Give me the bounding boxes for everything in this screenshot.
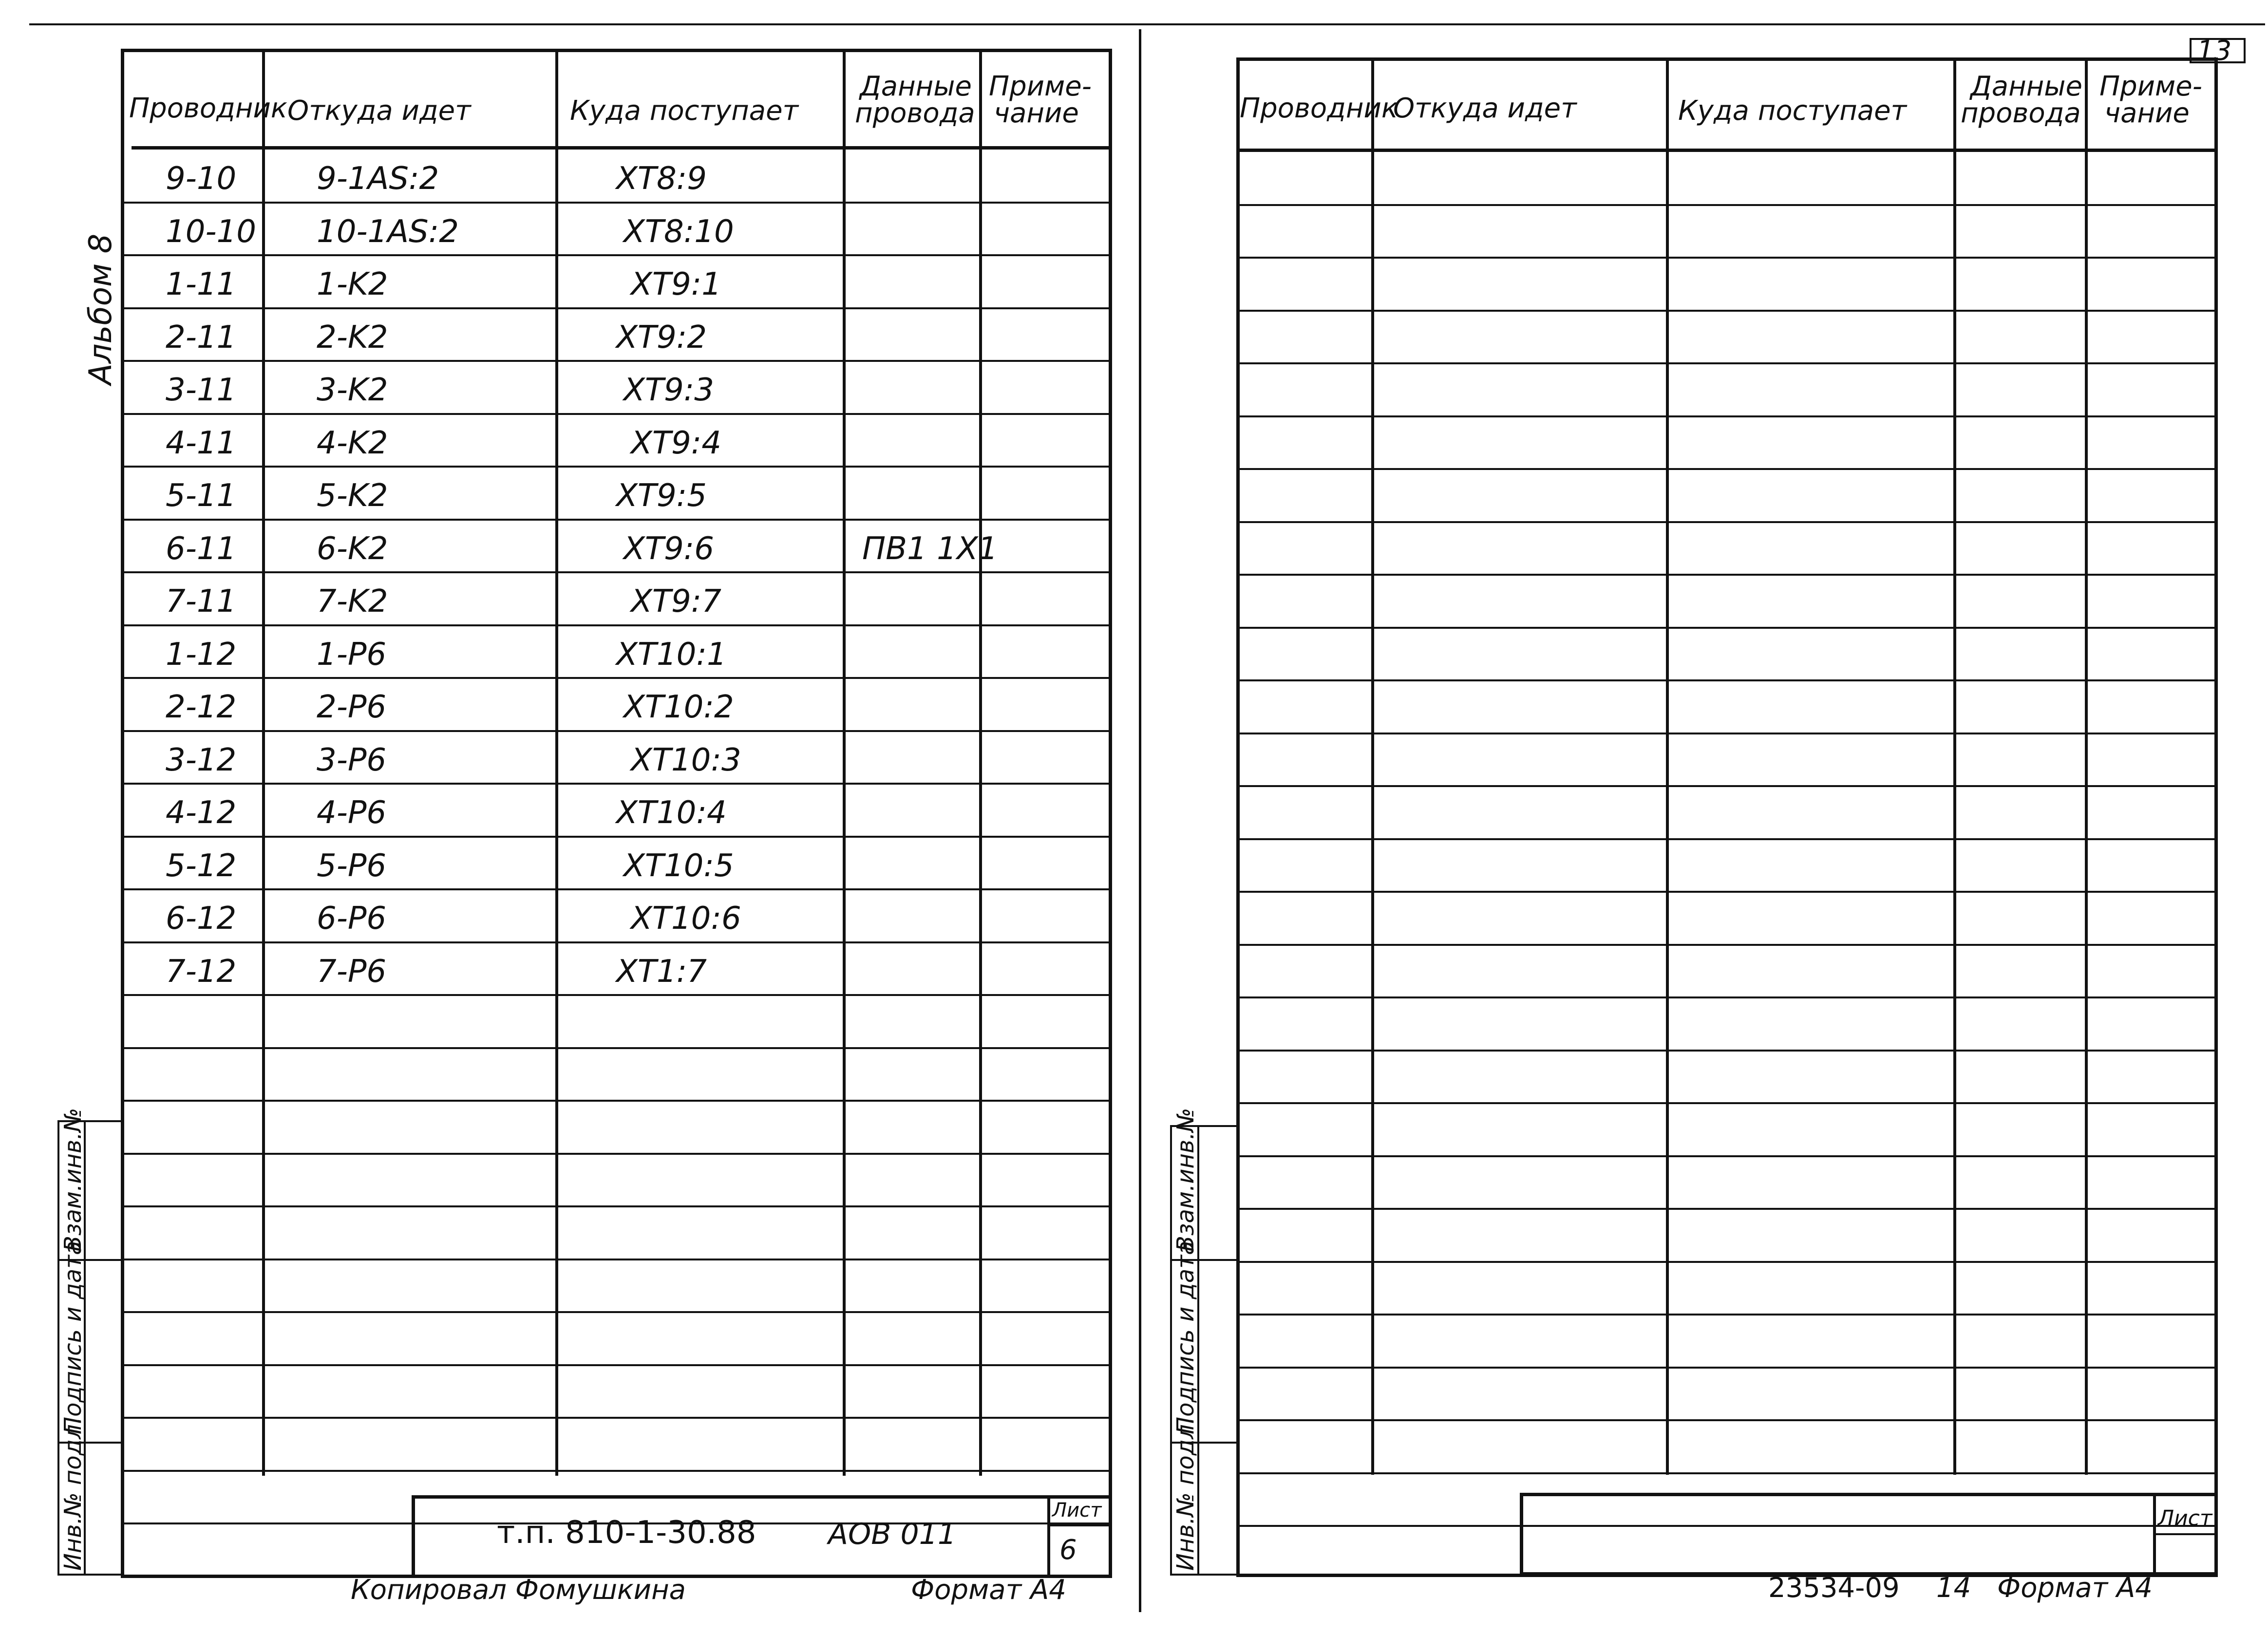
left-row-line (124, 1153, 1111, 1155)
left-cell-conductor: 1-11 (166, 266, 237, 302)
left-cell-conductor: 7-11 (166, 583, 237, 620)
right-row-line (1240, 1472, 2216, 1474)
left-cell-to: XT9:2 (616, 319, 707, 356)
left-row-line (124, 254, 1111, 256)
right-sheet-label: Лист (2158, 1506, 2212, 1531)
left-cell-from: 7-P6 (317, 954, 387, 990)
left-row-line (124, 1047, 1111, 1049)
left-stamp-signature: Подпись и дата (59, 1240, 87, 1434)
left-hdr-note-2: чание (994, 97, 1079, 129)
right-row-line (1240, 1050, 2216, 1052)
right-row-line (1240, 1208, 2216, 1210)
left-cell-conductor: 1-12 (166, 637, 237, 673)
right-title-block (1520, 1493, 2218, 1576)
right-row-line (1240, 944, 2216, 946)
left-cell-to: XT10:4 (616, 795, 727, 831)
left-row-line (124, 677, 1111, 679)
left-cell-conductor: 10-10 (166, 214, 256, 250)
left-cell-from: 10-1AS:2 (317, 214, 459, 250)
left-cell-conductor: 5-12 (166, 848, 237, 884)
right-footer-page: 14 (1936, 1572, 1971, 1604)
left-hdr-conductor: Проводник (129, 93, 287, 124)
right-row-line (1240, 1102, 2216, 1104)
left-cell-from: 2-K2 (317, 319, 388, 356)
left-cell-conductor: 3-11 (166, 372, 237, 408)
right-row-line (1240, 785, 2216, 787)
right-stamp-signature: Подпись и дата (1172, 1240, 1199, 1434)
left-cell-to: XT8:10 (624, 214, 734, 250)
left-cell-to: XT10:3 (631, 742, 741, 778)
left-code: АОВ 011 (828, 1517, 957, 1551)
top-rule (29, 23, 2265, 25)
left-row-line (124, 730, 1111, 732)
sheet-divider (1139, 29, 1141, 1612)
left-cell-conductor: 9-10 (166, 161, 237, 197)
left-row-line (124, 360, 1111, 362)
right-row-line (1240, 1419, 2216, 1421)
left-cell-to: XT9:7 (631, 583, 721, 620)
left-cell-from: 3-P6 (317, 742, 387, 778)
right-row-line (1240, 574, 2216, 576)
right-row-line (1240, 627, 2216, 629)
left-hdr-to: Куда поступает (570, 95, 799, 127)
left-stamp-inventory: Инв.№ подл. (59, 1417, 87, 1571)
left-stamp-replace: Взам.инв.№ (59, 1108, 87, 1252)
right-row-line (1240, 362, 2216, 364)
left-cell-from: 5-K2 (317, 478, 388, 514)
left-cell-to: XT1:7 (616, 954, 707, 990)
left-cell-from: 6-P6 (317, 901, 387, 937)
left-cell-to: XT10:1 (616, 637, 727, 673)
right-row-line (1240, 1155, 2216, 1157)
right-row-line (1240, 521, 2216, 523)
right-row-line (1240, 891, 2216, 893)
left-cell-from: 4-P6 (317, 795, 387, 831)
left-row-line (124, 307, 1111, 309)
left-cell-wire: ПВ1 1X1 (862, 531, 998, 567)
left-cell-conductor: 5-11 (166, 478, 237, 514)
left-cell-to: XT10:6 (631, 901, 741, 937)
left-cell-conductor: 6-11 (166, 531, 237, 567)
right-row-line (1240, 204, 2216, 206)
left-cell-to: XT9:3 (624, 372, 714, 408)
left-cell-from: 4-K2 (317, 425, 388, 461)
left-header-bottom (132, 146, 1111, 150)
left-cell-from: 2-P6 (317, 689, 387, 725)
left-footer-copied: Копировал Фомушкина (351, 1574, 686, 1606)
left-cell-from: 3-K2 (317, 372, 388, 408)
left-row-line (124, 1470, 1111, 1472)
left-hdr-wire-1: Данные (860, 71, 972, 102)
left-row-line (124, 624, 1111, 626)
left-cell-to: XT10:5 (624, 848, 734, 884)
left-row-line (124, 202, 1111, 204)
left-cell-conductor: 7-12 (166, 954, 237, 990)
right-frame (1236, 57, 2218, 1577)
left-cell-conductor: 3-12 (166, 742, 237, 778)
left-cell-from: 1-P6 (317, 637, 387, 673)
left-cell-conductor: 4-11 (166, 425, 237, 461)
left-row-line (124, 1205, 1111, 1207)
right-row-line (1240, 468, 2216, 470)
left-cell-conductor: 6-12 (166, 901, 237, 937)
left-sheet-label: Лист (1052, 1499, 1102, 1522)
left-row-line (124, 1364, 1111, 1366)
right-row-line (1240, 310, 2216, 312)
left-cell-from: 7-K2 (317, 583, 388, 620)
left-designation: т.п. 810-1-30.88 (497, 1515, 756, 1551)
left-cell-conductor: 4-12 (166, 795, 237, 831)
right-row-line (1240, 733, 2216, 734)
left-row-line (124, 941, 1111, 943)
left-cell-from: 6-K2 (317, 531, 388, 567)
left-sheet-value: 6 (1059, 1534, 1077, 1566)
left-cell-from: 9-1AS:2 (317, 161, 439, 197)
left-cell-to: XT8:9 (616, 161, 707, 197)
left-row-line (124, 888, 1111, 890)
left-row-line (124, 466, 1111, 468)
right-row-line (1240, 1367, 2216, 1369)
right-hdr-note-1: Приме- (2099, 71, 2202, 102)
left-cell-conductor: 2-12 (166, 689, 237, 725)
left-cell-to: XT10:2 (624, 689, 734, 725)
left-row-line (124, 1417, 1111, 1419)
right-row-line (1240, 996, 2216, 998)
right-footer-format: Формат А4 (1997, 1572, 2153, 1604)
right-hdr-conductor: Проводник (1240, 93, 1398, 124)
album-label: Альбом 8 (83, 233, 119, 385)
left-row-line (124, 783, 1111, 785)
left-cell-to: XT9:1 (631, 266, 721, 302)
right-hdr-note-2: чание (2104, 97, 2190, 129)
right-hdr-from: Откуда идет (1393, 93, 1577, 124)
right-hdr-wire-1: Данные (1970, 71, 2082, 102)
right-row-line (1240, 1314, 2216, 1316)
left-row-line (124, 1259, 1111, 1260)
right-hdr-to: Куда поступает (1678, 95, 1907, 127)
left-cell-from: 5-P6 (317, 848, 387, 884)
left-cell-to: XT9:5 (616, 478, 707, 514)
right-stamp-inventory: Инв.№ подл. (1172, 1417, 1199, 1571)
left-hdr-note-1: Приме- (989, 71, 1092, 102)
right-row-line (1240, 838, 2216, 840)
left-cell-from: 1-K2 (317, 266, 388, 302)
left-row-line (124, 571, 1111, 573)
right-footer-order: 23534-09 (1768, 1572, 1900, 1604)
left-row-line (124, 994, 1111, 996)
right-row-line (1240, 1261, 2216, 1263)
left-row-line (124, 1311, 1111, 1313)
right-stamp-replace: Взам.инв.№ (1172, 1108, 1199, 1252)
right-hdr-wire-2: провода (1961, 97, 2081, 129)
left-row-line (124, 836, 1111, 838)
right-header-bottom (1236, 149, 2218, 152)
right-row-line (1240, 679, 2216, 681)
right-row-line (1240, 257, 2216, 259)
left-hdr-wire-2: провода (855, 97, 975, 129)
left-hdr-from: Откуда идет (287, 95, 471, 127)
right-row-line (1240, 415, 2216, 417)
left-cell-to: XT9:6 (624, 531, 714, 567)
left-row-line (124, 413, 1111, 415)
sheet-number: 13 (2197, 35, 2232, 67)
left-cell-to: XT9:4 (631, 425, 721, 461)
left-row-line (124, 519, 1111, 521)
left-cell-conductor: 2-11 (166, 319, 237, 356)
left-row-line (124, 1100, 1111, 1102)
left-footer-format: Формат А4 (911, 1574, 1066, 1606)
